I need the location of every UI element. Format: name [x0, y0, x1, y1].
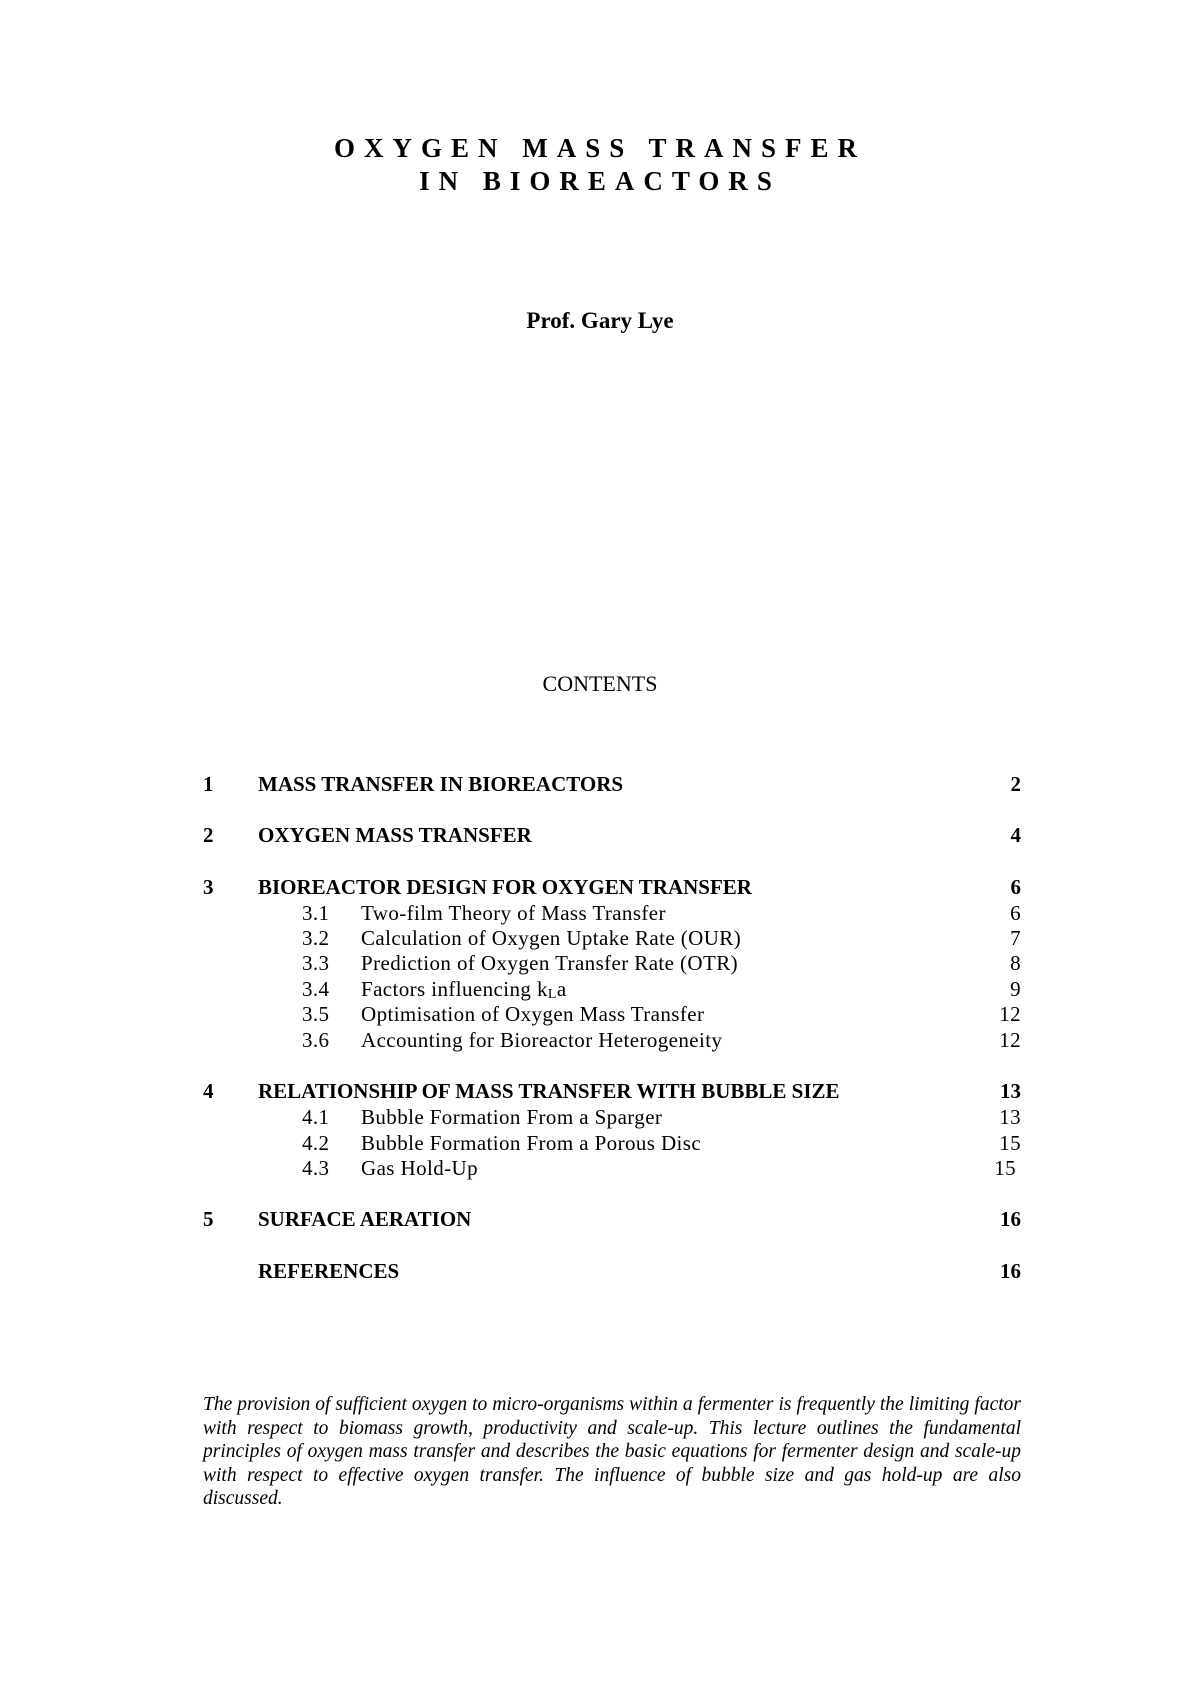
- toc-entry-5[interactable]: [203, 1206, 1021, 1232]
- toc-label: REFERENCES: [258, 1259, 400, 1283]
- toc-entry-3-2[interactable]: [203, 925, 1021, 951]
- toc-entry-4-3[interactable]: [203, 1155, 1021, 1181]
- toc-label: Bubble Formation From a Sparger: [361, 1105, 663, 1129]
- toc-page-number: 16: [1000, 1207, 1021, 1231]
- toc-number: 3.6: [302, 1028, 330, 1052]
- toc-entry-2[interactable]: [203, 822, 1021, 848]
- toc-label: Prediction of Oxygen Transfer Rate (OTR): [361, 951, 739, 975]
- toc-number: 2: [203, 823, 214, 847]
- toc-entry-4-1[interactable]: [203, 1104, 1021, 1130]
- toc-entry-3-3[interactable]: [203, 950, 1021, 976]
- toc-label: BIOREACTOR DESIGN FOR OXYGEN TRANSFER: [258, 875, 752, 899]
- toc-label: Two-film Theory of Mass Transfer: [361, 901, 666, 925]
- toc-page-number: 6: [1010, 875, 1021, 899]
- toc-page-number: 6: [1010, 901, 1021, 925]
- toc-number: 3.2: [302, 926, 330, 950]
- toc-page-number: 7: [1010, 926, 1021, 950]
- toc-page-number: 2: [1010, 772, 1021, 796]
- toc-page-number: 9: [1010, 977, 1021, 1001]
- toc-label-suffix: a: [556, 977, 567, 1001]
- toc-page-number: 8: [1010, 951, 1021, 975]
- toc-number: 3.3: [302, 951, 330, 975]
- toc-entry-4[interactable]: [203, 1078, 1021, 1104]
- toc-entry-3[interactable]: [203, 874, 1021, 900]
- toc-page-number: 4: [1010, 823, 1021, 847]
- toc-number: 1: [203, 772, 214, 796]
- toc-page-number: 12: [999, 1028, 1021, 1052]
- toc-number: 5: [203, 1207, 214, 1231]
- toc-number: 3: [203, 875, 214, 899]
- toc-number: 3.5: [302, 1002, 330, 1026]
- toc-page-number: 12: [999, 1002, 1021, 1026]
- toc-label: SURFACE AERATION: [258, 1207, 472, 1231]
- toc-page-number: 13: [999, 1105, 1021, 1129]
- abstract-paragraph: The provision of sufficient oxygen to micro-organisms within a fermenter is frequently the limiting factor with respect to biomass growth, productivity and scale-up. This lecture outlines the fundamental principles of oxygen mass transfer and describes the basic equations for fermenter design and scale-up with respect to effective oxygen transfer. The influence of bubble size and gas hold-up are also discussed.: [203, 1394, 1021, 1509]
- document-title-line-2: IN BIOREACTORS: [419, 166, 781, 196]
- toc-label-text: Factors influencing k: [361, 977, 548, 1001]
- toc-label: OXYGEN MASS TRANSFER: [258, 823, 532, 847]
- toc-page-number: 13: [1000, 1079, 1021, 1103]
- toc-number: 3.4: [302, 977, 330, 1001]
- author-name: Prof. Gary Lye: [526, 308, 674, 333]
- toc-page-number: 16: [1000, 1259, 1021, 1283]
- contents-heading: CONTENTS: [542, 671, 658, 696]
- toc-label: Calculation of Oxygen Uptake Rate (OUR): [361, 926, 742, 950]
- toc-number: 3.1: [302, 901, 330, 925]
- toc-number: 4.1: [302, 1105, 330, 1129]
- toc-label: Bubble Formation From a Porous Disc: [361, 1131, 702, 1155]
- toc-entry-4-2[interactable]: [203, 1130, 1021, 1156]
- toc-page-number: 15: [994, 1156, 1016, 1180]
- toc-number: 4: [203, 1079, 214, 1103]
- toc-page-number: 15: [999, 1131, 1021, 1155]
- toc-entry-3-6[interactable]: [203, 1027, 1021, 1053]
- toc-label: MASS TRANSFER IN BIOREACTORS: [258, 772, 624, 796]
- toc-entry-3-4[interactable]: [203, 976, 1021, 1002]
- toc-label: RELATIONSHIP OF MASS TRANSFER WITH BUBBLE SIZE: [258, 1079, 840, 1103]
- toc-label: Optimisation of Oxygen Mass Transfer: [361, 1002, 705, 1026]
- toc-label-subscript: L: [547, 987, 557, 1002]
- toc-entry-3-5[interactable]: [203, 1001, 1021, 1027]
- toc-number: 4.3: [302, 1156, 330, 1180]
- toc-number: 4.2: [302, 1131, 330, 1155]
- toc-entry-3-1[interactable]: [203, 900, 1021, 926]
- document-title-line-1: OXYGEN MASS TRANSFER: [333, 133, 867, 163]
- toc-label: Gas Hold-Up: [361, 1156, 478, 1180]
- toc-label: Accounting for Bioreactor Heterogeneity: [361, 1028, 723, 1052]
- toc-entry-1[interactable]: [203, 771, 1021, 797]
- toc-entry-references[interactable]: [203, 1258, 1021, 1284]
